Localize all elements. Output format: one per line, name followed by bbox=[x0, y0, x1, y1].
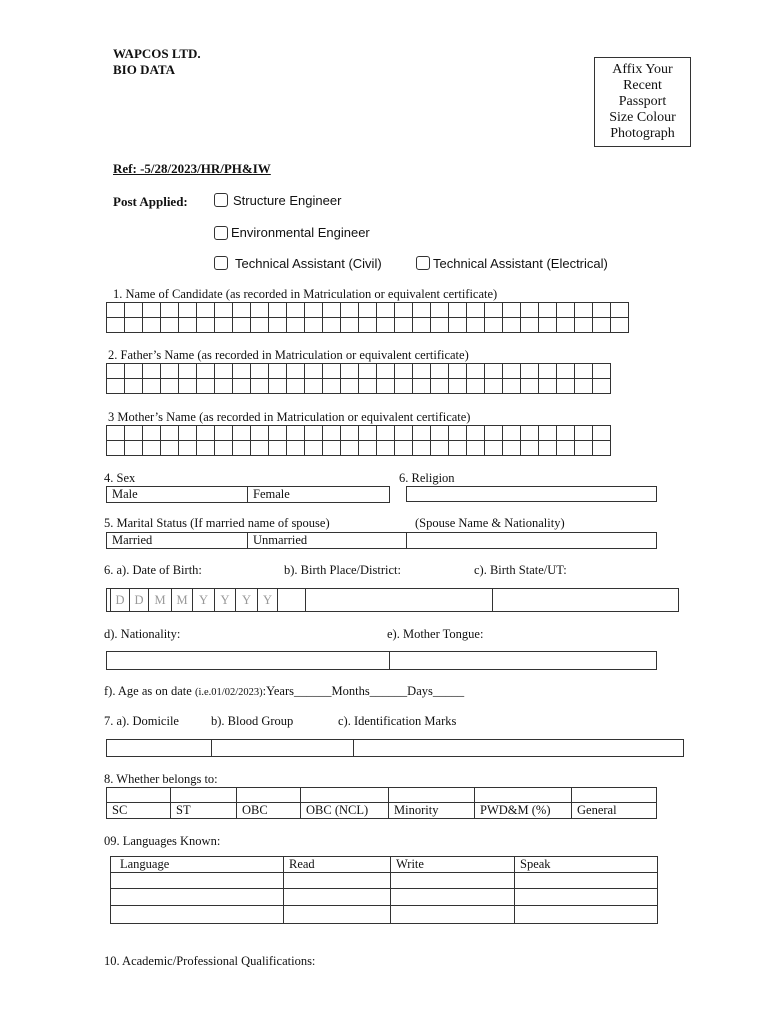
letter-box[interactable] bbox=[269, 364, 287, 379]
identification-marks-label: c). Identification Marks bbox=[338, 714, 457, 728]
letter-box[interactable] bbox=[539, 303, 557, 318]
letter-box[interactable] bbox=[305, 426, 323, 441]
letter-box[interactable] bbox=[269, 426, 287, 441]
letter-box[interactable] bbox=[503, 426, 521, 441]
letter-box[interactable] bbox=[449, 318, 467, 333]
letter-box[interactable] bbox=[593, 426, 611, 441]
letter-box[interactable] bbox=[233, 379, 251, 394]
religion-label: 6. Religion bbox=[399, 471, 455, 485]
letter-box[interactable] bbox=[575, 303, 593, 318]
ta-civil-label: Technical Assistant (Civil) bbox=[235, 256, 382, 271]
letter-box[interactable] bbox=[521, 303, 539, 318]
photo-line: Recent bbox=[623, 78, 662, 93]
letter-box[interactable] bbox=[251, 318, 269, 333]
category-sc: SC bbox=[107, 803, 171, 819]
letter-box[interactable] bbox=[485, 364, 503, 379]
letter-box[interactable] bbox=[215, 303, 233, 318]
lang-header-language: Language bbox=[111, 857, 284, 873]
letter-box[interactable] bbox=[467, 441, 485, 456]
photo-line: Size Colour bbox=[609, 110, 676, 125]
letter-box[interactable] bbox=[107, 318, 125, 333]
letter-box[interactable] bbox=[269, 318, 287, 333]
father-name-grid[interactable] bbox=[106, 363, 611, 394]
dob-cell[interactable]: M bbox=[172, 589, 193, 612]
letter-box[interactable] bbox=[359, 364, 377, 379]
lang-cell[interactable] bbox=[391, 889, 515, 906]
birth-place-label: b). Birth Place/District: bbox=[284, 563, 401, 577]
letter-box[interactable] bbox=[467, 364, 485, 379]
letter-box[interactable] bbox=[233, 441, 251, 456]
letter-box[interactable] bbox=[557, 426, 575, 441]
letter-box[interactable] bbox=[557, 379, 575, 394]
letter-box[interactable] bbox=[287, 303, 305, 318]
marital-table bbox=[106, 532, 657, 549]
lang-cell[interactable] bbox=[515, 889, 658, 906]
letter-box[interactable] bbox=[377, 364, 395, 379]
letter-box[interactable] bbox=[377, 318, 395, 333]
age-prefix: f). Age as on date bbox=[104, 684, 195, 698]
lang-cell[interactable] bbox=[111, 906, 284, 924]
father-name-label: 2. Father’s Name (as recorded in Matriculation or equivalent certificate) bbox=[108, 348, 469, 362]
letter-box[interactable] bbox=[125, 318, 143, 333]
marital-label: 5. Marital Status (If married name of spouse) bbox=[104, 516, 330, 530]
letter-box[interactable] bbox=[269, 441, 287, 456]
letter-box[interactable] bbox=[467, 303, 485, 318]
letter-box[interactable] bbox=[341, 303, 359, 318]
letter-box[interactable] bbox=[143, 441, 161, 456]
category-label: 8. Whether belongs to: bbox=[104, 772, 218, 786]
lang-cell[interactable] bbox=[284, 906, 391, 924]
letter-box[interactable] bbox=[557, 303, 575, 318]
letter-box[interactable] bbox=[161, 303, 179, 318]
letter-box[interactable] bbox=[431, 318, 449, 333]
letter-box[interactable] bbox=[143, 303, 161, 318]
letter-box[interactable] bbox=[215, 426, 233, 441]
letter-box[interactable] bbox=[377, 379, 395, 394]
letter-box[interactable] bbox=[287, 318, 305, 333]
letter-box[interactable] bbox=[359, 441, 377, 456]
letter-box[interactable] bbox=[215, 441, 233, 456]
photo-line: Photograph bbox=[610, 126, 675, 141]
photo-line: Affix Your bbox=[612, 62, 673, 77]
letter-box[interactable] bbox=[593, 364, 611, 379]
letter-box[interactable] bbox=[377, 441, 395, 456]
category-tick-cell[interactable] bbox=[475, 788, 572, 803]
letter-box[interactable] bbox=[575, 379, 593, 394]
letter-box[interactable] bbox=[107, 364, 125, 379]
letter-box[interactable] bbox=[161, 364, 179, 379]
letter-box[interactable] bbox=[557, 441, 575, 456]
letter-box[interactable] bbox=[107, 441, 125, 456]
letter-box[interactable] bbox=[233, 318, 251, 333]
letter-box[interactable] bbox=[593, 303, 611, 318]
category-obc: OBC bbox=[237, 803, 301, 819]
grid-row bbox=[107, 364, 611, 379]
grid-row bbox=[107, 318, 629, 333]
age-suffix: :Years______Months______Days_____ bbox=[262, 684, 465, 698]
letter-box[interactable] bbox=[107, 303, 125, 318]
letter-box[interactable] bbox=[431, 441, 449, 456]
spouse-label: (Spouse Name & Nationality) bbox=[415, 516, 565, 530]
letter-box[interactable] bbox=[485, 426, 503, 441]
letter-box[interactable] bbox=[359, 318, 377, 333]
letter-box[interactable] bbox=[323, 441, 341, 456]
letter-box[interactable] bbox=[197, 426, 215, 441]
letter-box[interactable] bbox=[431, 303, 449, 318]
domicile-input[interactable] bbox=[107, 740, 212, 757]
lang-cell[interactable] bbox=[515, 873, 658, 889]
category-tick-cell[interactable] bbox=[389, 788, 475, 803]
letter-box[interactable] bbox=[575, 441, 593, 456]
lang-cell[interactable] bbox=[391, 906, 515, 924]
category-obc-ncl: OBC (NCL) bbox=[301, 803, 389, 819]
dob-cell[interactable]: D bbox=[111, 589, 130, 612]
category-pwdm: PWD&M (%) bbox=[475, 803, 572, 819]
dob-cell[interactable]: D bbox=[130, 589, 149, 612]
mother-tongue-label: e). Mother Tongue: bbox=[387, 627, 484, 641]
letter-box[interactable] bbox=[287, 379, 305, 394]
nationality-input[interactable] bbox=[106, 651, 390, 670]
letter-box[interactable] bbox=[431, 364, 449, 379]
dob-cell[interactable]: Y bbox=[236, 589, 258, 612]
letter-box[interactable] bbox=[575, 364, 593, 379]
ref-number: Ref: -5/28/2023/HR/PH&IW bbox=[113, 161, 271, 176]
letter-box[interactable] bbox=[323, 303, 341, 318]
letter-box[interactable] bbox=[467, 379, 485, 394]
category-tick-cell[interactable] bbox=[301, 788, 389, 803]
letter-box[interactable] bbox=[503, 364, 521, 379]
letter-box[interactable] bbox=[485, 303, 503, 318]
dob-cell[interactable]: Y bbox=[193, 589, 215, 612]
sex-male-cell[interactable]: Male bbox=[107, 487, 248, 503]
age-line bbox=[104, 684, 464, 699]
sex-table bbox=[106, 486, 390, 503]
category-tick-cell[interactable] bbox=[107, 788, 171, 803]
letter-box[interactable] bbox=[143, 318, 161, 333]
letter-box[interactable] bbox=[359, 379, 377, 394]
ta-electrical-label: Technical Assistant (Electrical) bbox=[433, 256, 608, 271]
letter-box[interactable] bbox=[557, 318, 575, 333]
post-applied-label: Post Applied: bbox=[113, 194, 188, 209]
dob-input[interactable] bbox=[110, 588, 278, 612]
divider bbox=[492, 588, 493, 612]
letter-box[interactable] bbox=[287, 364, 305, 379]
letter-box[interactable] bbox=[233, 364, 251, 379]
letter-box[interactable] bbox=[413, 441, 431, 456]
letter-box[interactable] bbox=[521, 426, 539, 441]
letter-box[interactable] bbox=[215, 379, 233, 394]
letter-box[interactable] bbox=[341, 426, 359, 441]
category-minority: Minority bbox=[389, 803, 475, 819]
letter-box[interactable] bbox=[485, 379, 503, 394]
letter-box[interactable] bbox=[377, 303, 395, 318]
letter-box[interactable] bbox=[215, 318, 233, 333]
letter-box[interactable] bbox=[305, 364, 323, 379]
nationality-label: d). Nationality: bbox=[104, 627, 181, 641]
letter-box[interactable] bbox=[197, 303, 215, 318]
languages-label: 09. Languages Known: bbox=[104, 834, 221, 848]
letter-box[interactable] bbox=[125, 426, 143, 441]
letter-box[interactable] bbox=[143, 426, 161, 441]
letter-box[interactable] bbox=[449, 441, 467, 456]
married-cell[interactable]: Married bbox=[107, 533, 248, 549]
letter-box[interactable] bbox=[179, 303, 197, 318]
letter-box[interactable] bbox=[539, 364, 557, 379]
grid-row bbox=[107, 379, 611, 394]
letter-box[interactable] bbox=[251, 379, 269, 394]
letter-box[interactable] bbox=[485, 441, 503, 456]
letter-box[interactable] bbox=[431, 379, 449, 394]
letter-box[interactable] bbox=[521, 318, 539, 333]
letter-box[interactable] bbox=[305, 379, 323, 394]
letter-box[interactable] bbox=[251, 441, 269, 456]
letter-box[interactable] bbox=[611, 318, 629, 333]
letter-box[interactable] bbox=[503, 441, 521, 456]
dob-label: 6. a). Date of Birth: bbox=[104, 563, 202, 577]
letter-box[interactable] bbox=[413, 379, 431, 394]
letter-box[interactable] bbox=[251, 303, 269, 318]
photo-line: Passport bbox=[618, 94, 667, 109]
letter-box[interactable] bbox=[359, 303, 377, 318]
religion-input[interactable] bbox=[406, 486, 657, 502]
letter-box[interactable] bbox=[287, 441, 305, 456]
letter-box[interactable] bbox=[179, 318, 197, 333]
letter-box[interactable] bbox=[125, 364, 143, 379]
letter-box[interactable] bbox=[377, 426, 395, 441]
letter-box[interactable] bbox=[395, 318, 413, 333]
letter-box[interactable] bbox=[305, 303, 323, 318]
letter-box[interactable] bbox=[269, 379, 287, 394]
letter-box[interactable] bbox=[161, 379, 179, 394]
dob-cell[interactable]: M bbox=[149, 589, 172, 612]
dob-cell[interactable]: Y bbox=[215, 589, 236, 612]
environmental-engineer-label: Environmental Engineer bbox=[231, 225, 370, 240]
letter-box[interactable] bbox=[539, 441, 557, 456]
letter-box[interactable] bbox=[341, 318, 359, 333]
divider bbox=[305, 588, 306, 612]
letter-box[interactable] bbox=[413, 303, 431, 318]
lang-cell[interactable] bbox=[515, 906, 658, 924]
letter-box[interactable] bbox=[323, 379, 341, 394]
candidate-name-grid[interactable] bbox=[106, 302, 629, 333]
sex-female-cell[interactable]: Female bbox=[248, 487, 390, 503]
letter-box[interactable] bbox=[449, 379, 467, 394]
lang-header-write: Write bbox=[391, 857, 515, 873]
letter-box[interactable] bbox=[197, 441, 215, 456]
letter-box[interactable] bbox=[107, 379, 125, 394]
lang-cell[interactable] bbox=[284, 889, 391, 906]
letter-box[interactable] bbox=[341, 379, 359, 394]
sex-label: 4. Sex bbox=[104, 471, 136, 485]
blood-group-label: b). Blood Group bbox=[211, 714, 294, 728]
lang-header-read: Read bbox=[284, 857, 391, 873]
letter-box[interactable] bbox=[179, 441, 197, 456]
letter-box[interactable] bbox=[521, 364, 539, 379]
letter-box[interactable] bbox=[467, 318, 485, 333]
doc-title: BIO DATA bbox=[113, 62, 175, 77]
grid-row bbox=[107, 303, 629, 318]
mother-name-grid[interactable] bbox=[106, 425, 611, 456]
letter-box[interactable] bbox=[323, 426, 341, 441]
letter-box[interactable] bbox=[395, 441, 413, 456]
identification-marks-input[interactable] bbox=[354, 740, 684, 757]
candidate-name-label: 1. Name of Candidate (as recorded in Matriculation or equivalent certificate) bbox=[113, 287, 498, 301]
letter-box[interactable] bbox=[413, 364, 431, 379]
lang-cell[interactable] bbox=[284, 873, 391, 889]
letter-box[interactable] bbox=[125, 441, 143, 456]
letter-box[interactable] bbox=[449, 364, 467, 379]
letter-box[interactable] bbox=[143, 364, 161, 379]
letter-box[interactable] bbox=[611, 303, 629, 318]
letter-box[interactable] bbox=[503, 379, 521, 394]
ta-civil-checkbox[interactable] bbox=[214, 256, 228, 270]
letter-box[interactable] bbox=[179, 426, 197, 441]
letter-box[interactable] bbox=[197, 318, 215, 333]
letter-box[interactable] bbox=[503, 303, 521, 318]
structure-engineer-checkbox[interactable] bbox=[214, 193, 228, 207]
category-st: ST bbox=[171, 803, 237, 819]
letter-box[interactable] bbox=[215, 364, 233, 379]
qualifications-label: 10. Academic/Professional Qualifications: bbox=[104, 954, 316, 968]
lang-cell[interactable] bbox=[391, 873, 515, 889]
grid-row bbox=[107, 441, 611, 456]
letter-box[interactable] bbox=[125, 379, 143, 394]
letter-box[interactable] bbox=[593, 318, 611, 333]
letter-box[interactable] bbox=[431, 426, 449, 441]
environmental-engineer-checkbox[interactable] bbox=[214, 226, 228, 240]
letter-box[interactable] bbox=[413, 426, 431, 441]
letter-box[interactable] bbox=[449, 426, 467, 441]
category-table bbox=[106, 787, 657, 819]
letter-box[interactable] bbox=[179, 379, 197, 394]
lang-cell[interactable] bbox=[111, 873, 284, 889]
letter-box[interactable] bbox=[575, 318, 593, 333]
letter-box[interactable] bbox=[593, 379, 611, 394]
category-tick-cell[interactable] bbox=[237, 788, 301, 803]
letter-box[interactable] bbox=[593, 441, 611, 456]
category-tick-cell[interactable] bbox=[171, 788, 237, 803]
letter-box[interactable] bbox=[269, 303, 287, 318]
letter-box[interactable] bbox=[107, 426, 125, 441]
letter-box[interactable] bbox=[521, 379, 539, 394]
unmarried-cell[interactable]: Unmarried bbox=[248, 533, 407, 549]
category-tick-cell[interactable] bbox=[572, 788, 657, 803]
letter-box[interactable] bbox=[197, 364, 215, 379]
letter-box[interactable] bbox=[395, 364, 413, 379]
letter-box[interactable] bbox=[323, 318, 341, 333]
letter-box[interactable] bbox=[449, 303, 467, 318]
letter-box[interactable] bbox=[305, 441, 323, 456]
age-date-note: (i.e.01/02/2023) bbox=[194, 687, 263, 698]
lang-cell[interactable] bbox=[111, 889, 284, 906]
category-general: General bbox=[572, 803, 657, 819]
letter-box[interactable] bbox=[467, 426, 485, 441]
letter-box[interactable] bbox=[539, 318, 557, 333]
letter-box[interactable] bbox=[557, 364, 575, 379]
row7-table bbox=[106, 739, 684, 757]
letter-box[interactable] bbox=[305, 318, 323, 333]
letter-box[interactable] bbox=[521, 441, 539, 456]
letter-box[interactable] bbox=[197, 379, 215, 394]
birth-state-label: c). Birth State/UT: bbox=[474, 563, 567, 577]
letter-box[interactable] bbox=[485, 318, 503, 333]
letter-box[interactable] bbox=[251, 426, 269, 441]
lang-header-speak: Speak bbox=[515, 857, 658, 873]
dob-cell[interactable]: Y bbox=[258, 589, 278, 612]
letter-box[interactable] bbox=[575, 426, 593, 441]
letter-box[interactable] bbox=[161, 426, 179, 441]
letter-box[interactable] bbox=[179, 364, 197, 379]
letter-box[interactable] bbox=[233, 303, 251, 318]
letter-box[interactable] bbox=[539, 379, 557, 394]
letter-box[interactable] bbox=[125, 303, 143, 318]
letter-box[interactable] bbox=[161, 318, 179, 333]
blood-group-input[interactable] bbox=[212, 740, 354, 757]
letter-box[interactable] bbox=[539, 426, 557, 441]
domicile-label: 7. a). Domicile bbox=[104, 714, 179, 728]
letter-box[interactable] bbox=[143, 379, 161, 394]
letter-box[interactable] bbox=[413, 318, 431, 333]
letter-box[interactable] bbox=[341, 441, 359, 456]
spouse-input[interactable] bbox=[407, 533, 657, 549]
letter-box[interactable] bbox=[323, 364, 341, 379]
letter-box[interactable] bbox=[251, 364, 269, 379]
letter-box[interactable] bbox=[395, 379, 413, 394]
letter-box[interactable] bbox=[161, 441, 179, 456]
letter-box[interactable] bbox=[287, 426, 305, 441]
letter-box[interactable] bbox=[503, 318, 521, 333]
grid-row bbox=[107, 426, 611, 441]
letter-box[interactable] bbox=[395, 426, 413, 441]
letter-box[interactable] bbox=[359, 426, 377, 441]
mother-name-label: 3 Mother’s Name (as recorded in Matriculation or equivalent certificate) bbox=[108, 410, 471, 424]
languages-table bbox=[110, 856, 658, 924]
photo-box bbox=[594, 57, 691, 147]
org-name: WAPCOS LTD. bbox=[113, 46, 201, 61]
letter-box[interactable] bbox=[395, 303, 413, 318]
letter-box[interactable] bbox=[341, 364, 359, 379]
structure-engineer-label: Structure Engineer bbox=[233, 193, 342, 208]
mother-tongue-input[interactable] bbox=[389, 651, 657, 670]
ta-electrical-checkbox[interactable] bbox=[416, 256, 430, 270]
letter-box[interactable] bbox=[233, 426, 251, 441]
